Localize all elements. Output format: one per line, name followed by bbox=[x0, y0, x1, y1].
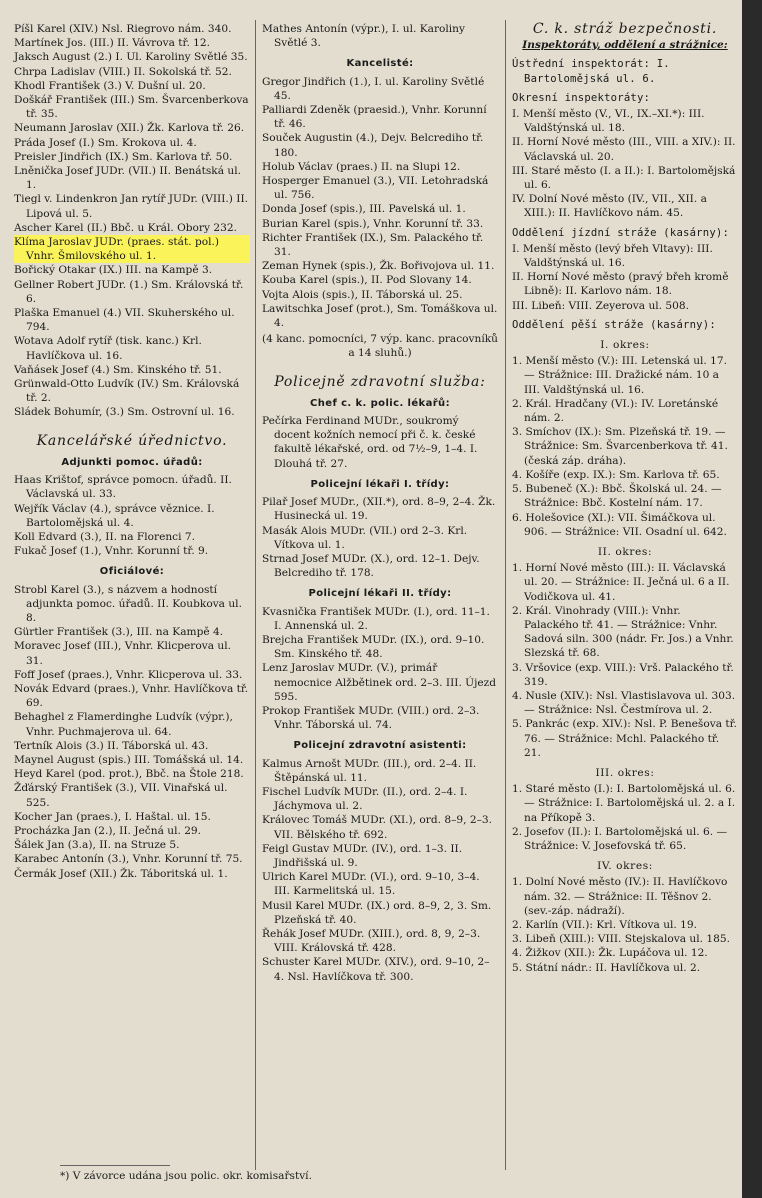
list-item: Lenz Jaroslav MUDr. (V.), primář nemocnice Alžbětinek ord. 2–3. III. Újezd 595. bbox=[262, 662, 497, 703]
list-item: 4. Košíře (exp. IX.): Sm. Karlova tř. 65. bbox=[512, 468, 720, 481]
list-item: III. Libeň: VIII. Zeyerova ul. 508. bbox=[512, 299, 689, 312]
list-item: 3. Libeň (XIII.): VIII. Stejskalova ul. 185. bbox=[512, 933, 730, 946]
list-item: Strobl Karel (3.), s názvem a hodností adjunkta pomoc. úřadů. II. Koubkova ul. 8. bbox=[14, 583, 242, 624]
list-item: Práda Josef (I.) Sm. Krokova ul. 4. bbox=[14, 136, 197, 149]
list-item: Kocher Jan (praes.), I. Haštal. ul. 15. bbox=[14, 810, 211, 823]
pesi-label: Oddělení pěší stráže (kasárny): bbox=[512, 318, 716, 331]
lekari1-list bbox=[262, 495, 498, 580]
okresni-list bbox=[512, 107, 738, 221]
straz-subtitle: Inspektoráty, oddělení a strážnice: bbox=[522, 39, 728, 52]
list-item: Martínek Jos. (III.) II. Vávrova tř. 12. bbox=[14, 37, 211, 50]
highlighted-entry: Klíma Jaroslav JUDr. (praes. stát. pol.) Vnhr. Šmilovského ul. 1. bbox=[14, 235, 250, 263]
list-item: Kouba Karel (spis.), II. Pod Slovany 14. bbox=[262, 274, 472, 287]
list-item: 1. Dolní Nové město (IV.): II. Havlíčkovo nám. 32. — Strážnice: II. Těšnov 2. (sev.-záp. nádraží). bbox=[512, 876, 728, 917]
list-item: 1. Staré město (I.): I. Bartolomějská ul. 6. — Strážnice: I. Bartolomějská ul. 2. a I. na Příkopě 3. bbox=[512, 783, 736, 824]
list-item: Bořický Otakar (IX.) III. na Kampě 3. bbox=[14, 264, 213, 277]
list-item: Žďárský František (3.), VII. Vinařská ul. 525. bbox=[14, 782, 228, 809]
footnote-rule bbox=[60, 1165, 170, 1166]
adjunkti-heading: Adjunkti pomoc. úřadů: bbox=[61, 456, 203, 468]
ustredni-inspektorat: Ústřední inspektorát: I. Bartolomějská ul. 6. bbox=[512, 58, 670, 85]
list-item: Jaksch August (2.) I. Ul. Karoliny Světlé 35. bbox=[14, 51, 248, 64]
list-item: Richter František (IX.), Sm. Palackého tř. 31. bbox=[262, 231, 484, 259]
list-item: Procházka Jan (2.), II. Ječná ul. 29. bbox=[14, 824, 202, 837]
list-item: Vaňásek Josef (4.) Sm. Kinského tř. 51. bbox=[14, 363, 222, 376]
list-item: Plaška Emanuel (4.) VII. Skuherského ul. 794. bbox=[14, 307, 235, 334]
list-item: Pečírka Ferdinand MUDr., soukromý docent kožních nemocí při č. k. české fakultě lékařské, ord. od 7½–9, 1–4. I. Dlouhá tř. 27. bbox=[262, 415, 478, 470]
lekari2-heading: Policejní lékaři II. třídy: bbox=[308, 588, 452, 600]
list-item: Hosperger Emanuel (3.), VII. Letohradská ul. 756. bbox=[262, 175, 489, 202]
column-1 bbox=[14, 22, 250, 881]
okres4-heading: IV. okres: bbox=[597, 860, 653, 873]
list-item: Grünwald-Otto Ludvík (IV.) Sm. Královská tř. 2. bbox=[14, 378, 240, 405]
list-item: Fukač Josef (1.), Vnhr. Korunní tř. 9. bbox=[14, 545, 209, 558]
chef-list bbox=[262, 414, 498, 471]
list-item: Šálek Jan (3.a), II. na Struze 5. bbox=[14, 839, 180, 852]
list-item: Pilař Josef MUDr., (XII.*), ord. 8–9, 2–4. Žk. Husinecká ul. 19. bbox=[262, 496, 496, 523]
list-item: 1. Menší město (V.): III. Letenská ul. 17. — Strážnice: III. Dražické nám. 10 a III. Valdštýnská ul. 16. bbox=[512, 355, 728, 396]
list-item: 2. Karlín (VII.): Krl. Vítkova ul. 19. bbox=[512, 918, 697, 931]
adjunkti-list bbox=[14, 473, 250, 558]
list-item: 3. Smíchov (IX.): Sm. Plzeňská tř. 19. — Strážnice: Sm. Švarcenberkova tř. 41. (česká záp. dráha). bbox=[512, 426, 728, 467]
lekari1-heading: Policejní lékaři I. třídy: bbox=[310, 478, 450, 490]
list-item: Chrpa Ladislav (VIII.) II. Sokolská tř. 52. bbox=[14, 65, 232, 78]
list-item: Gellner Robert JUDr. (1.) Sm. Královská tř. 6. bbox=[14, 278, 244, 305]
section-title-kancelarske: Kancelářské úřednictvo. bbox=[36, 432, 228, 449]
list-item: Lněnička Josef JUDr. (VII.) II. Benátská ul. 1. bbox=[14, 165, 241, 192]
jizdni-label: Oddělení jízdní stráže (kasárny): bbox=[512, 226, 730, 239]
column-2 bbox=[262, 22, 498, 984]
asistenti-heading: Policejní zdravotní asistenti: bbox=[293, 740, 467, 752]
list-item: Píšl Karel (XIV.) Nsl. Riegrovo nám. 340. bbox=[14, 23, 232, 35]
list-item: Palliardi Zdeněk (praesid.), Vnhr. Korunní tř. 46. bbox=[262, 104, 487, 131]
list-item: I. Menší město (levý břeh Vltavy): III. Valdštýnská ul. 16. bbox=[512, 242, 713, 270]
lekari2-list bbox=[262, 605, 498, 733]
okres3-list bbox=[512, 782, 738, 853]
list-item: II. Horní Nové město (III., VIII. a XIV.): II. Václavská ul. 20. bbox=[512, 136, 736, 163]
list-item: Moravec Josef (III.), Vnhr. Klicperova ul. 31. bbox=[14, 640, 231, 667]
list-item: 5. Bubeneč (X.): Bbč. Školská ul. 24. — Strážnice: Bbč. Kostelní nám. 17. bbox=[512, 483, 722, 510]
kanceliste-heading: Kancelisté: bbox=[346, 58, 414, 70]
list-item: Schuster Karel MUDr. (XIV.), ord. 9–10, 2–4. Nsl. Havlíčkova tř. 300. bbox=[262, 956, 490, 983]
list-item: Neumann Jaroslav (XII.) Žk. Karlova tř. 26. bbox=[14, 122, 245, 135]
list-item: IV. Dolní Nové město (IV., VII., XII. a XIII.): II. Havlíčkovo nám. 45. bbox=[512, 193, 707, 220]
list-item: Tiegl v. Lindenkron Jan rytíř JUDr. (VIII.) II. Lipová ul. 5. bbox=[14, 193, 249, 220]
footnote: *) V závorce udána jsou polic. okr. komisařství. bbox=[60, 1170, 312, 1182]
list-item: Burian Karel (spis.), Vnhr. Korunní tř. 33. bbox=[262, 217, 484, 230]
list-item: Haas Krištof, správce pomocn. úřadů. II. Václavská ul. 33. bbox=[14, 474, 232, 501]
list-item: Donda Josef (spis.), III. Pavelská ul. 1. bbox=[262, 203, 466, 216]
list-item: Brejcha František MUDr. (IX.), ord. 9–10. Sm. Kinského tř. 48. bbox=[262, 633, 485, 661]
list-item: III. Staré město (I. a II.): I. Bartolomějská ul. 6. bbox=[512, 164, 736, 192]
list-item: Řehák Josef MUDr. (XIII.), ord. 8, 9, 2–3. VIII. Královská tř. 428. bbox=[262, 927, 481, 955]
okres2-heading: II. okres: bbox=[597, 545, 653, 558]
entries-b bbox=[14, 263, 250, 419]
list-item: Holub Václav (praes.) II. na Slupi 12. bbox=[262, 160, 461, 173]
list-item: 4. Nusle (XIV.): Nsl. Vlastislavova ul. 303. — Strážnice: Nsl. Čestmírova ul. 2. bbox=[512, 689, 736, 717]
list-item: Masák Alois MUDr. (VII.) ord 2–3. Krl. Vítkova ul. 1. bbox=[262, 524, 468, 551]
list-item: Zeman Hynek (spis.), Žk. Bořivojova ul. 11. bbox=[262, 260, 495, 273]
list-item: Kalmus Arnošt MUDr. (III.), ord. 2–4. II. Štěpánská ul. 11. bbox=[262, 757, 477, 784]
list-item: 6. Holešovice (XI.): VII. Šimáčkova ul. 906. — Strážnice: VII. Osadní ul. 642. bbox=[512, 511, 727, 538]
list-item: Preisler Jindřich (IX.) Sm. Karlova tř. 50. bbox=[14, 150, 233, 163]
okres1-heading: I. okres: bbox=[600, 339, 650, 352]
oficialove-heading: Oficiálové: bbox=[99, 566, 165, 578]
list-item: Gürtler František (3.), III. na Kampě 4. bbox=[14, 626, 224, 639]
list-item: 2. Král. Hradčany (VI.): IV. Loretánské nám. 2. bbox=[512, 397, 719, 425]
list-item: Mathes Antonín (výpr.), I. ul. Karoliny Světlé 3. bbox=[262, 23, 465, 50]
list-item: Feigl Gustav MUDr. (IV.), ord. 1–3. II. Jindřišská ul. 9. bbox=[262, 842, 463, 869]
list-item: Maynel August (spis.) III. Tomášská ul. 14. bbox=[14, 753, 244, 766]
list-item: Čermák Josef (XII.) Žk. Táboritská ul. 1. bbox=[14, 867, 228, 880]
entries-top bbox=[262, 22, 498, 50]
list-item: Musil Karel MUDr. (IX.) ord. 8–9, 2, 3. Sm. Plzeňská tř. 40. bbox=[262, 899, 492, 926]
kanc-note: (4 kanc. pomocníci, 7 výp. kanc. pracovníků a 14 sluhů.) bbox=[262, 333, 498, 360]
list-item: Wotava Adolf rytíř (tisk. kanc.) Krl. Havlíčkova ul. 16. bbox=[14, 335, 202, 362]
okres2-list bbox=[512, 561, 738, 760]
okres1-list bbox=[512, 354, 738, 539]
list-item: 4. Žižkov (XII.): Žk. Lupáčova ul. 12. bbox=[512, 947, 708, 960]
list-item: Souček Augustin (4.), Dejv. Belcrediho tř. 180. bbox=[262, 132, 484, 159]
list-item: Tertník Alois (3.) II. Táborská ul. 43. bbox=[14, 739, 209, 752]
list-item: Prokop František MUDr. (VIII.) ord. 2–3. Vnhr. Táborská ul. 74. bbox=[262, 704, 480, 732]
chef-heading: Chef c. k. polic. lékařů: bbox=[310, 397, 450, 409]
okres4-list bbox=[512, 875, 738, 974]
oficialove-list bbox=[14, 583, 250, 881]
list-item: I. Menší město (V., VI., IX.–XI.*): III. Valdštýnská ul. 18. bbox=[512, 108, 705, 135]
section-title-zdravotni: Policejně zdravotní služba: bbox=[274, 373, 486, 390]
list-item: Gregor Jindřich (1.), I. ul. Karoliny Světlé 45. bbox=[262, 75, 485, 102]
list-item: Khodl František (3.) V. Dušní ul. 20. bbox=[14, 79, 206, 92]
column-divider-1 bbox=[255, 20, 256, 1170]
list-item: Heyd Karel (pod. prot.), Bbč. na Štole 218. bbox=[14, 768, 244, 781]
entries-a bbox=[14, 22, 250, 235]
list-item: Kvasnička František MUDr. (I.), ord. 11–1. I. Annenská ul. 2. bbox=[262, 605, 490, 632]
list-item: 3. Vršovice (exp. VIII.): Vrš. Palackého tř. 319. bbox=[512, 661, 734, 688]
list-item: Královec Tomáš MUDr. (XI.), ord. 8–9, 2–3. VII. Bělského tř. 692. bbox=[262, 814, 493, 841]
list-item: Koll Edvard (3.), II. na Florenci 7. bbox=[14, 530, 195, 543]
column-3 bbox=[512, 22, 738, 975]
asistenti-list bbox=[262, 757, 498, 984]
list-item: 1. Horní Nové město (III.): II. Václavská ul. 20. — Strážnice: II. Ječná ul. 6 a II. Vodičkova ul. 41. bbox=[512, 562, 730, 603]
list-item: Doškář František (III.) Sm. Švarcenberkova tř. 35. bbox=[14, 94, 249, 121]
list-item: 2. Josefov (II.): I. Bartolomějská ul. 6. — Strážnice: V. Josefovská tř. 65. bbox=[512, 825, 728, 852]
okres3-heading: III. okres: bbox=[595, 766, 655, 779]
column-divider-2 bbox=[505, 20, 506, 1170]
list-item: 2. Král. Vinohrady (VIII.): Vnhr. Palackého tř. 41. — Strážnice: Vnhr. Sadová siln. 300 (nádr. Fr. Jos.) a Vnhr. Slezská tř. 68. bbox=[512, 604, 734, 660]
kanceliste-list bbox=[262, 75, 498, 331]
list-item: 5. Státní nádr.: II. Havlíčkova ul. 2. bbox=[512, 961, 701, 974]
list-item: Fischel Ludvík MUDr. (II.), ord. 2–4. I. Jáchymova ul. 2. bbox=[262, 785, 468, 813]
list-item: Vojta Alois (spis.), II. Táborská ul. 25. bbox=[262, 288, 463, 301]
list-item: Behaghel z Flamerdinghe Ludvík (výpr.), Vnhr. Puchmajerova ul. 64. bbox=[14, 711, 233, 738]
section-title-straz: C. k. stráž bezpečnosti. bbox=[532, 21, 718, 37]
list-item: 5. Pankrác (exp. XIV.): Nsl. P. Benešova tř. 76. — Strážnice: Mchl. Palackého tř. 21. bbox=[512, 718, 737, 759]
list-item: Sládek Bohumír, (3.) Sm. Ostrovní ul. 16. bbox=[14, 406, 235, 419]
okresni-label: Okresní inspektoráty: bbox=[512, 91, 651, 104]
list-item: Ulrich Karel MUDr. (VI.), ord. 9–10, 3–4. III. Karmelitská ul. 15. bbox=[262, 871, 480, 898]
page-edge bbox=[742, 0, 762, 1198]
list-item: Novák Edvard (praes.), Vnhr. Havlíčkova tř. 69. bbox=[14, 682, 249, 710]
list-item: Ascher Karel (II.) Bbč. u Král. Obory 232. bbox=[14, 221, 237, 234]
list-item: Strnad Josef MUDr. (X.), ord. 12–1. Dejv. Belcrediho tř. 178. bbox=[262, 552, 480, 580]
list-item: Foff Josef (praes.), Vnhr. Klicperova ul. 33. bbox=[14, 668, 243, 681]
list-item: Lawitschka Josef (prot.), Sm. Tomáškova ul. 4. bbox=[262, 302, 498, 330]
list-item: Wejřík Václav (4.), správce věznice. I. Bartolomějská ul. 4. bbox=[14, 502, 215, 529]
list-item: Karabec Antonín (3.), Vnhr. Korunní tř. 75. bbox=[14, 853, 243, 866]
list-item: II. Horní Nové město (pravý břeh kromě Libně): II. Karlovo nám. 18. bbox=[512, 271, 729, 298]
jizdni-list bbox=[512, 242, 738, 313]
